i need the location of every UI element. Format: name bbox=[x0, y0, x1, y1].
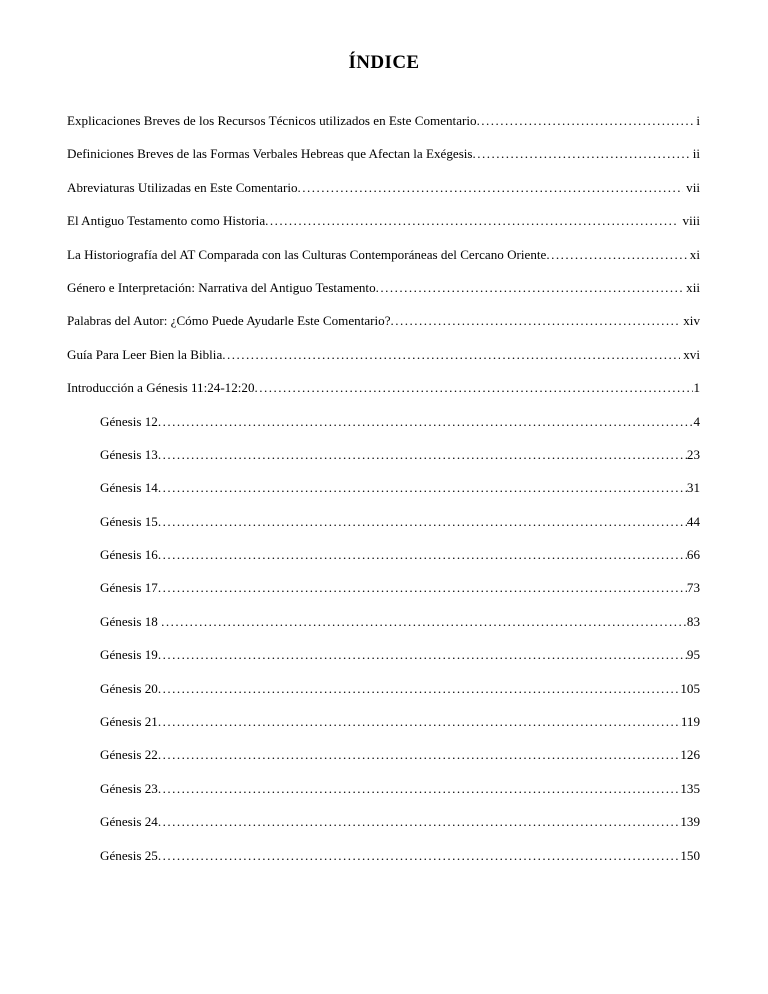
toc-entry-label: Génesis 15 bbox=[100, 513, 158, 529]
toc-entry-page-number: 83 bbox=[686, 613, 700, 629]
toc-entry-page-number: 44 bbox=[686, 513, 700, 529]
toc-entry-label: Génesis 14 bbox=[100, 480, 158, 496]
toc-dot-leader bbox=[546, 248, 686, 261]
toc-dot-leader bbox=[158, 515, 687, 528]
toc-dot-leader bbox=[477, 114, 694, 127]
toc-entry[interactable] bbox=[67, 571, 700, 604]
toc-entry-label: Génesis 16 bbox=[100, 547, 158, 563]
toc-entry-label: Génesis 20 bbox=[100, 680, 158, 696]
toc-entry-page-number: 1 bbox=[693, 380, 700, 396]
toc-entry-page-number: vii bbox=[682, 179, 700, 195]
toc-dot-leader bbox=[158, 849, 681, 862]
toc-entry-label: Génesis 17 bbox=[100, 580, 158, 596]
page-title: ÍNDICE bbox=[348, 52, 420, 73]
toc-entry-label: Abreviaturas Utilizadas en Este Comentario bbox=[67, 179, 298, 195]
toc-dot-leader bbox=[158, 782, 681, 795]
toc-entry[interactable] bbox=[67, 104, 700, 137]
toc-entry-label: Génesis 24 bbox=[100, 814, 158, 830]
toc-entry-page-number: 95 bbox=[686, 647, 700, 663]
toc-entry-label: Génesis 22 bbox=[100, 747, 158, 763]
toc-entry[interactable] bbox=[67, 839, 700, 872]
toc-dot-leader bbox=[298, 181, 683, 194]
toc-entry-page-number: 105 bbox=[680, 680, 700, 696]
toc-entry-page-number: 139 bbox=[680, 814, 700, 830]
toc-entry[interactable] bbox=[67, 538, 700, 571]
toc-entry-page-number: 31 bbox=[686, 480, 700, 496]
toc-entry-page-number: 150 bbox=[680, 847, 700, 863]
toc-entry-page-number: i bbox=[693, 113, 700, 128]
toc-entry[interactable] bbox=[67, 371, 700, 404]
toc-entry[interactable] bbox=[67, 672, 700, 705]
toc-entry[interactable] bbox=[67, 805, 700, 838]
toc-entry-page-number: 126 bbox=[680, 747, 700, 763]
toc-dot-leader bbox=[158, 581, 687, 594]
toc-entry[interactable] bbox=[67, 338, 700, 371]
toc-entry-label: Introducción a Génesis 11:24-12:20 bbox=[67, 380, 255, 396]
toc-dot-leader bbox=[158, 748, 681, 761]
toc-entry-page-number: 73 bbox=[686, 580, 700, 596]
toc-entry-label: Explicaciones Breves de los Recursos Técnicos utilizados en Este Comentario bbox=[67, 113, 477, 128]
toc-entry-label: Génesis 25 bbox=[100, 847, 158, 863]
toc-front-matter-section bbox=[67, 104, 700, 405]
toc-dot-leader bbox=[158, 415, 694, 428]
toc-entry[interactable] bbox=[67, 304, 700, 337]
toc-dot-leader bbox=[158, 548, 687, 561]
toc-entry-label: Génesis 18 bbox=[100, 613, 162, 629]
toc-entry-label: Definiciones Breves de las Formas Verbales Hebreas que Afectan la Exégesis bbox=[67, 146, 473, 162]
toc-dot-leader bbox=[158, 481, 687, 494]
toc-entry-label: El Antiguo Testamento como Historia bbox=[67, 213, 266, 229]
toc-entry[interactable] bbox=[67, 471, 700, 504]
toc-entry-page-number: 23 bbox=[686, 446, 700, 462]
toc-entry-page-number: xi bbox=[686, 246, 700, 262]
toc-entry-label: La Historiografía del AT Comparada con las Culturas Contemporáneas del Cercano Oriente bbox=[67, 246, 547, 262]
toc-entry-page-number: ii bbox=[689, 146, 700, 162]
toc-entry-page-number: xiv bbox=[679, 313, 700, 329]
toc-dot-leader bbox=[158, 715, 681, 728]
toc-dot-leader bbox=[222, 348, 680, 361]
toc-chapters-section bbox=[67, 405, 700, 872]
toc-entry-label: Género e Interpretación: Narrativa del Antiguo Testamento bbox=[67, 279, 376, 295]
toc-entry-label: Génesis 13 bbox=[100, 446, 158, 462]
table-of-contents bbox=[67, 104, 700, 872]
toc-entry-page-number: xvi bbox=[679, 346, 700, 362]
toc-dot-leader bbox=[265, 214, 679, 227]
toc-dot-leader bbox=[391, 314, 680, 327]
toc-entry[interactable] bbox=[67, 137, 700, 170]
toc-entry-label: Guía Para Leer Bien la Biblia bbox=[67, 346, 223, 362]
toc-entry-page-number: 66 bbox=[686, 547, 700, 563]
toc-entry[interactable] bbox=[67, 738, 700, 771]
toc-entry-page-number: xii bbox=[682, 279, 700, 295]
toc-entry[interactable] bbox=[67, 171, 700, 204]
toc-entry[interactable] bbox=[67, 605, 700, 638]
toc-entry-page-number: 4 bbox=[693, 413, 700, 429]
toc-dot-leader bbox=[158, 815, 681, 828]
toc-entry[interactable] bbox=[67, 438, 700, 471]
toc-dot-leader bbox=[158, 448, 687, 461]
toc-dot-leader bbox=[158, 682, 681, 695]
toc-dot-leader bbox=[161, 615, 687, 628]
toc-entry[interactable] bbox=[67, 705, 700, 738]
toc-entry[interactable] bbox=[67, 238, 700, 271]
toc-entry[interactable] bbox=[67, 405, 700, 438]
toc-dot-leader bbox=[473, 147, 690, 160]
toc-entry[interactable] bbox=[67, 638, 700, 671]
toc-dot-leader bbox=[376, 281, 683, 294]
toc-entry-page-number: 135 bbox=[680, 780, 700, 796]
toc-entry[interactable] bbox=[67, 204, 700, 237]
toc-entry-label: Génesis 19 bbox=[100, 647, 158, 663]
toc-entry[interactable] bbox=[67, 505, 700, 538]
toc-entry-label: Génesis 21 bbox=[100, 714, 158, 730]
toc-entry-label: Palabras del Autor: ¿Cómo Puede Ayudarle Este Comentario? bbox=[67, 313, 391, 329]
toc-entry[interactable] bbox=[67, 271, 700, 304]
toc-entry[interactable] bbox=[67, 772, 700, 805]
toc-entry-page-number: 119 bbox=[680, 714, 700, 730]
toc-entry-label: Génesis 23 bbox=[100, 780, 158, 796]
toc-dot-leader bbox=[158, 648, 687, 661]
toc-entry-label: Génesis 12 bbox=[100, 413, 158, 429]
toc-dot-leader bbox=[255, 381, 694, 394]
toc-entry-page-number: viii bbox=[679, 213, 700, 229]
